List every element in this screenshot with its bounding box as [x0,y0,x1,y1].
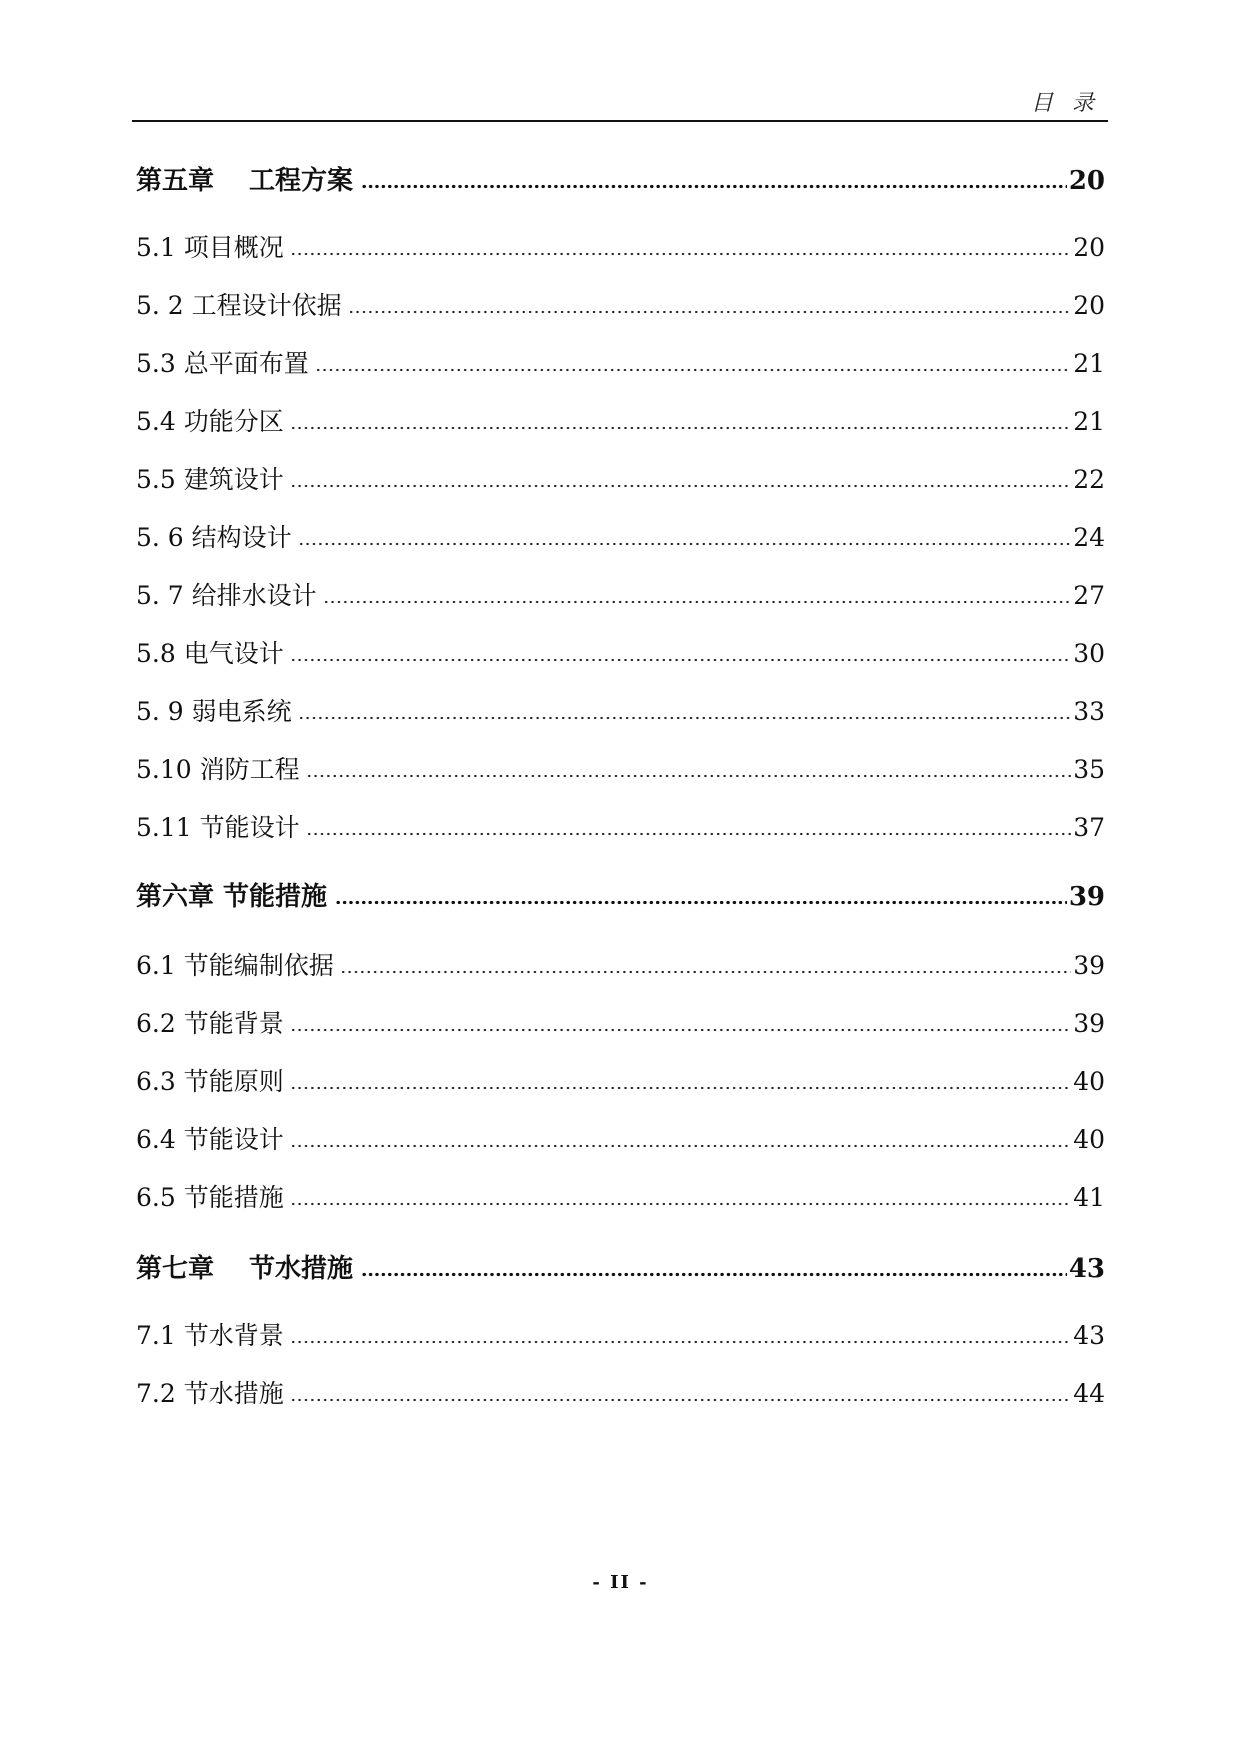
toc-entry-page: 27 [1073,581,1105,610]
toc-entry-title: 5.5 建筑设计 [136,465,284,494]
dot-leader [290,1340,1071,1344]
dot-leader [348,310,1072,314]
dot-leader [340,970,1071,974]
toc-entry[interactable] [136,1120,1105,1156]
toc-entry[interactable] [136,518,1105,554]
dot-leader [361,184,1067,189]
toc-entry-title: 第七章 节水措施 [136,1254,354,1284]
toc-entry-title: 5.10 消防工程 [136,755,300,784]
toc-entry[interactable] [136,1374,1105,1410]
dot-leader [290,1144,1071,1148]
dot-leader [298,716,1072,720]
toc-entry[interactable] [136,808,1105,844]
toc-entry[interactable] [136,634,1105,670]
toc-entry-page: 20 [1068,166,1105,196]
dot-leader [290,658,1071,662]
toc-entry-page: 39 [1073,951,1105,980]
dot-leader [290,1398,1071,1402]
dot-leader [306,774,1072,778]
toc-entry-page: 39 [1068,882,1105,912]
toc-entry-page: 20 [1073,291,1105,320]
dot-leader [290,426,1071,430]
toc-entry-page: 43 [1073,1321,1105,1350]
toc-entry[interactable] [136,1004,1105,1040]
toc-entry-page: 20 [1073,233,1105,262]
toc-entry-page: 24 [1073,523,1105,552]
toc-entry-title: 5.1 项目概况 [136,233,284,262]
toc-entry-title: 5.11 节能设计 [136,813,300,842]
toc-entry[interactable] [136,876,1105,913]
toc-entry-title: 第五章 工程方案 [136,166,354,196]
toc-entry-title: 5.3 总平面布置 [136,349,309,378]
toc-entry-title: 6.5 节能措施 [136,1183,284,1212]
toc-entry[interactable] [136,946,1105,982]
toc-entry-title: 7.1 节水背景 [136,1321,284,1350]
toc-entry-page: 21 [1073,349,1105,378]
toc-entry-page: 44 [1073,1379,1105,1408]
toc-entry[interactable] [136,160,1105,197]
toc-entry-title: 5.8 电气设计 [136,639,284,668]
toc-entry[interactable] [136,344,1105,380]
dot-leader [323,600,1072,604]
toc-entry-page: 40 [1073,1067,1105,1096]
toc-entry-page: 39 [1073,1009,1105,1038]
dot-leader [290,1086,1071,1090]
toc-entry[interactable] [136,1248,1105,1285]
toc-entry-title: 6.4 节能设计 [136,1125,284,1154]
toc-entry-title: 6.1 节能编制依据 [136,951,334,980]
toc-entry-title: 5. 2 工程设计依据 [136,291,342,320]
toc-entry-page: 37 [1073,813,1105,842]
toc-entry-page: 22 [1073,465,1105,494]
toc-entry-title: 5. 9 弱电系统 [136,697,292,726]
page-header [132,86,1108,122]
toc-entry[interactable] [136,286,1105,322]
toc-entry[interactable] [136,460,1105,496]
toc-entry[interactable] [136,1316,1105,1352]
dot-leader [290,1202,1071,1206]
toc-entry-page: 30 [1073,639,1105,668]
toc-entry-title: 5. 7 给排水设计 [136,581,317,610]
dot-leader [290,1028,1071,1032]
toc-entry-page: 21 [1073,407,1105,436]
toc-entry[interactable] [136,692,1105,728]
dot-leader [290,252,1071,256]
toc-entry-page: 43 [1068,1254,1105,1284]
page-number: - II - [592,1572,649,1593]
dot-leader [361,1272,1067,1277]
toc-entry[interactable] [136,402,1105,438]
toc-entry[interactable] [136,228,1105,264]
toc-entry-title: 5. 6 结构设计 [136,523,292,552]
toc-entry-title: 6.2 节能背景 [136,1009,284,1038]
toc-entry[interactable] [136,750,1105,786]
toc-entry[interactable] [136,1062,1105,1098]
dot-leader [298,542,1072,546]
toc-entry-title: 6.3 节能原则 [136,1067,284,1096]
toc-entry-page: 35 [1073,755,1105,784]
dot-leader [315,368,1071,372]
dot-leader [290,484,1071,488]
dot-leader [335,900,1067,905]
toc-entry-page: 33 [1073,697,1105,726]
toc-entry-page: 41 [1073,1183,1105,1212]
toc-entry[interactable] [136,576,1105,612]
header-title: 目 录 [1031,91,1100,116]
toc-entry-title: 第六章 节能措施 [136,882,328,912]
dot-leader [306,832,1072,836]
toc-entry-title: 5.4 功能分区 [136,407,284,436]
toc-entry-page: 40 [1073,1125,1105,1154]
toc-entry-title: 7.2 节水措施 [136,1379,284,1408]
toc-entry[interactable] [136,1178,1105,1214]
